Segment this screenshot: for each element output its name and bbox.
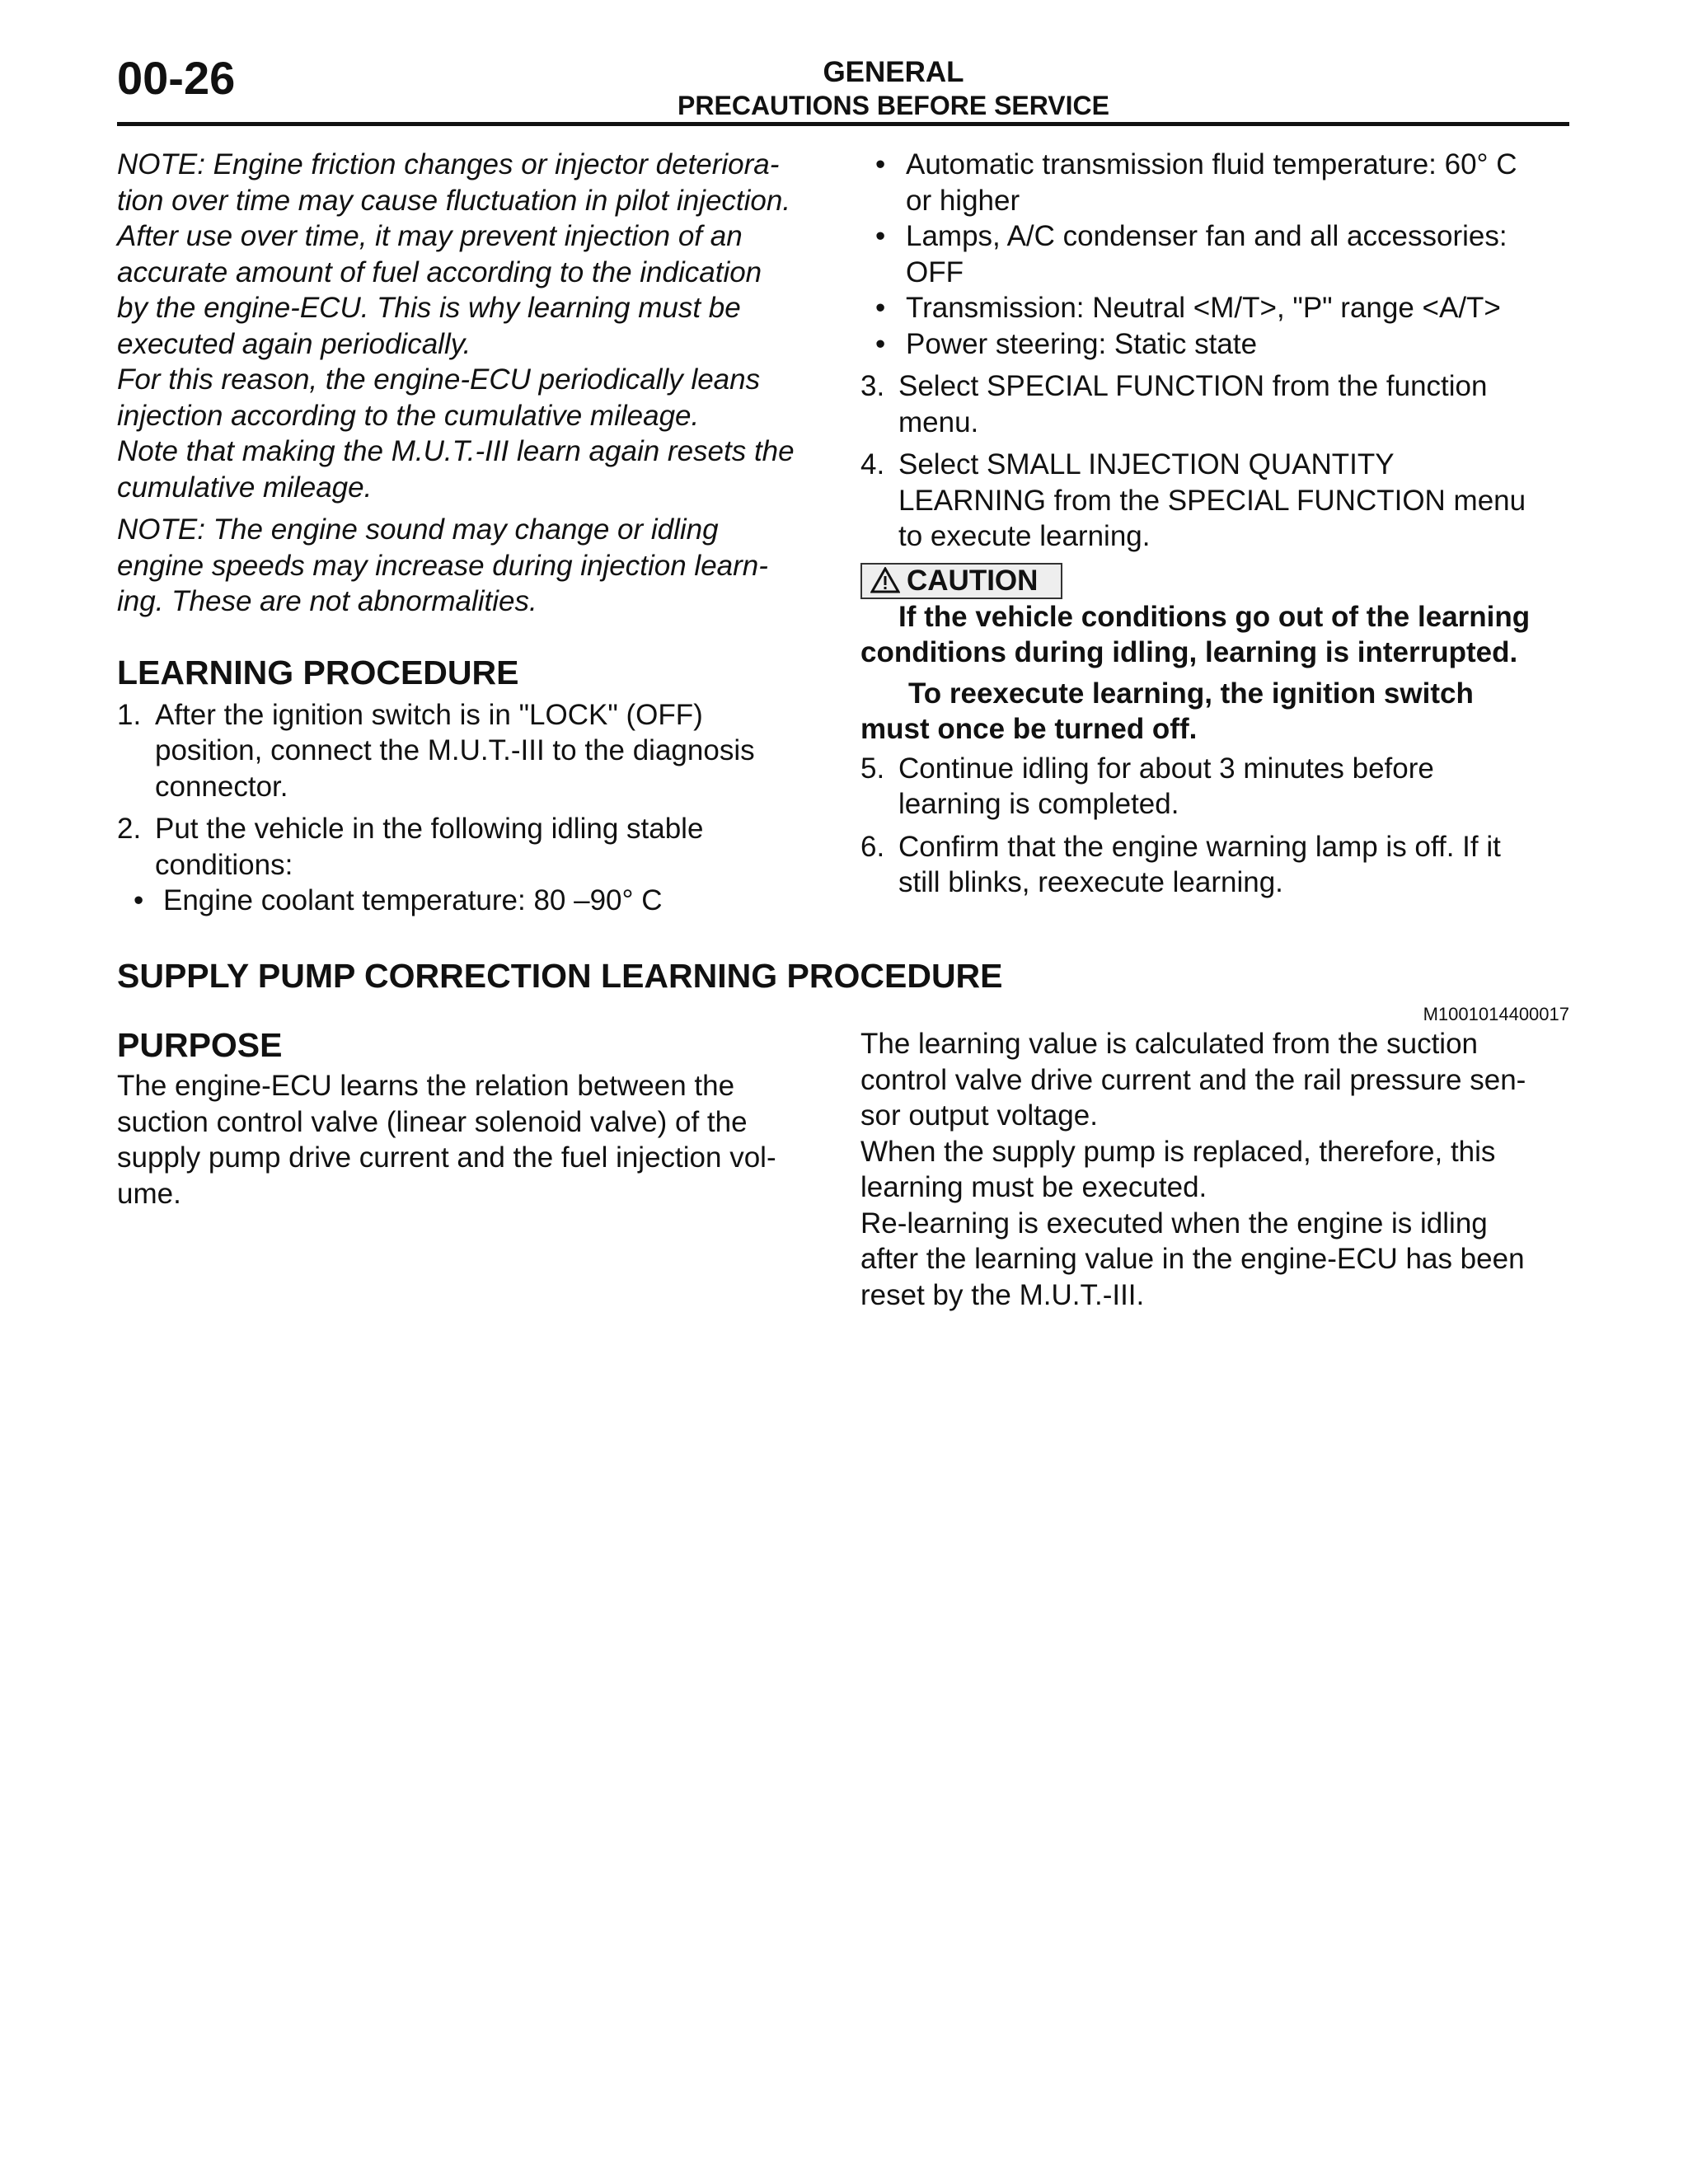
paragraph-line: suction control valve (linear solenoid valve) of the <box>117 1105 748 1138</box>
note-line: NOTE: Engine friction changes or injector deteriora- <box>117 148 780 180</box>
caution-line: conditions during idling, learning is interrupted. <box>860 636 1518 668</box>
bullet-line: OFF <box>906 255 964 288</box>
note-engine-friction <box>117 147 826 505</box>
caution-text <box>860 599 1569 748</box>
note-line: For this reason, the engine-ECU periodically leans <box>117 363 761 396</box>
paragraph-line: after the learning value in the engine-ECU has been <box>860 1243 1525 1275</box>
step-line: Select SPECIAL FUNCTION from the function <box>898 370 1488 402</box>
bullet-dot: • <box>134 884 144 916</box>
step-line: After the ignition switch is in "LOCK" (OFF) <box>155 698 703 731</box>
step-line: position, connect the M.U.T.-III to the diagnosis <box>155 734 755 766</box>
warning-triangle-icon <box>870 567 900 593</box>
paragraph-line: sor output voltage. <box>860 1099 1098 1132</box>
bullet-line: or higher <box>906 184 1020 217</box>
caution-label: CAUTION <box>907 564 1039 597</box>
step-number: 3. <box>860 370 885 402</box>
note-engine-sound <box>117 512 826 620</box>
bullet-dot: • <box>875 148 886 180</box>
paragraph-line: ume. <box>117 1177 181 1210</box>
note-line: cumulative mileage. <box>117 471 373 504</box>
paragraph-line: learning must be executed. <box>860 1171 1207 1203</box>
supply-pump-heading: SUPPLY PUMP CORRECTION LEARNING PROCEDURE <box>117 957 1003 995</box>
right-column <box>860 147 1569 901</box>
section-subtitle: PRECAUTIONS BEFORE SERVICE <box>678 91 1109 120</box>
note-line: Note that making the M.U.T.-III learn again resets the <box>117 435 795 467</box>
step-line: Confirm that the engine warning lamp is off. If it <box>898 830 1501 863</box>
bullet-line: Automatic transmission fluid temperature: 60° C <box>906 148 1517 180</box>
note-line: NOTE: The engine sound may change or idling <box>117 513 719 546</box>
note-line: injection according to the cumulative mileage. <box>117 399 700 432</box>
step-number: 2. <box>117 813 142 845</box>
bullet-line: Power steering: Static state <box>906 327 1258 360</box>
note-line: executed again periodically. <box>117 327 471 360</box>
purpose-left-text <box>117 1068 818 1212</box>
caution-line: To reexecute learning, the ignition switch <box>908 677 1474 710</box>
bullet-atf-temperature <box>860 147 1569 218</box>
step-line: Select SMALL INJECTION QUANTITY <box>898 448 1395 480</box>
note-line: After use over time, it may prevent injection of an <box>117 220 743 252</box>
paragraph-line: reset by the M.U.T.-III. <box>860 1278 1145 1311</box>
step-5 <box>860 751 1569 823</box>
step-line: learning is completed. <box>898 788 1179 820</box>
step-line: LEARNING from the SPECIAL FUNCTION menu <box>898 484 1526 517</box>
step-6 <box>860 829 1569 901</box>
bullet-dot: • <box>875 220 886 252</box>
step-line: menu. <box>898 405 979 438</box>
bullet-dot: • <box>875 292 886 324</box>
step-4 <box>860 447 1569 555</box>
note-line: accurate amount of fuel according to the indication <box>117 255 762 288</box>
paragraph-line: When the supply pump is replaced, therefore, this <box>860 1135 1496 1168</box>
step-number: 6. <box>860 830 885 863</box>
step-line: conditions: <box>155 848 293 881</box>
paragraph-line: Re-learning is executed when the engine is idling <box>860 1207 1488 1240</box>
bullet-line: Transmission: Neutral <M/T>, "P" range <A/T> <box>906 292 1501 324</box>
step-number: 5. <box>860 752 885 785</box>
step-line: Put the vehicle in the following idling stable <box>155 813 704 845</box>
paragraph-line: control valve drive current and the rail pressure sen- <box>860 1063 1526 1096</box>
header-divider <box>117 122 1569 126</box>
caution-line: must once be turned off. <box>860 713 1198 745</box>
bullet-line: Engine coolant temperature: 80 –90° C <box>163 884 663 916</box>
bullet-transmission <box>860 290 1569 326</box>
step-2 <box>117 811 826 883</box>
bullet-dot: • <box>875 327 886 360</box>
note-line: engine speeds may increase during injection learn- <box>117 549 768 582</box>
bullet-line: Lamps, A/C condenser fan and all accessories: <box>906 220 1507 252</box>
step-line: still blinks, reexecute learning. <box>898 866 1283 898</box>
learning-procedure-heading: LEARNING PROCEDURE <box>117 653 519 691</box>
note-line: ing. These are not abnormalities. <box>117 585 537 617</box>
step-number: 1. <box>117 698 142 731</box>
bullet-lamps-accessories <box>860 218 1569 290</box>
step-1 <box>117 697 826 805</box>
left-column <box>117 147 826 919</box>
document-code: M1001014400017 <box>1423 1004 1569 1024</box>
step-line: Continue idling for about 3 minutes before <box>898 752 1434 785</box>
step-number: 4. <box>860 448 885 480</box>
step-line: connector. <box>155 770 288 803</box>
purpose-heading: PURPOSE <box>117 1026 283 1064</box>
step-3 <box>860 368 1569 440</box>
note-line: tion over time may cause fluctuation in pilot injection. <box>117 184 791 217</box>
bullet-coolant-temperature <box>117 883 826 919</box>
caution-label-box <box>860 563 1062 599</box>
paragraph-line: The learning value is calculated from the suction <box>860 1028 1479 1060</box>
note-line: by the engine-ECU. This is why learning must be <box>117 292 741 324</box>
section-title: GENERAL <box>823 56 964 88</box>
caution-line: If the vehicle conditions go out of the learning <box>898 600 1531 633</box>
paragraph-line: supply pump drive current and the fuel injection vol- <box>117 1141 776 1174</box>
paragraph-line: The engine-ECU learns the relation between the <box>117 1070 735 1102</box>
step-line: to execute learning. <box>898 520 1151 552</box>
page-number: 00-26 <box>117 52 236 104</box>
bullet-power-steering <box>860 326 1569 363</box>
purpose-right-text <box>860 1026 1569 1313</box>
